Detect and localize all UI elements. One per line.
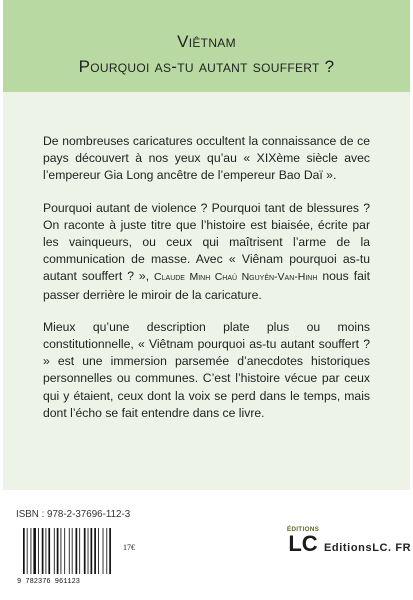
- paragraph-2-end: nous fait passer derrière le miroir de la caricature.: [43, 269, 370, 302]
- barcode-image: [15, 525, 116, 585]
- publisher-website: EditionsLC. FR: [324, 542, 412, 554]
- price-label: 17€: [123, 543, 135, 552]
- book-title: Viêtnam: [177, 32, 236, 51]
- paragraph-3: Mieux qu’une description plate plus ou moins constitutionnelle, « Viêtnam pourquoi as-tu autant souffert ? » est une immersion parsemée d’anecdotes historiques personnelles ou communes. C’est l’histoire vécue par ceux qui y étaient, ceux dont la voix se perd dans le temps, mais dont l’écho se fait entendre dans ce livre.: [43, 319, 370, 420]
- header-band: [3, 0, 410, 92]
- book-subtitle: Pourquoi as-tu autant souffert ?: [78, 57, 335, 76]
- paragraph-2-start: Pourquoi autant de violence ? Pourquoi tant de blessures ? On raconte à juste titre que l’histoire est biaisée, écrite par les vainqueurs, ou ceux qui maîtrisent l’arme de la communication de masse. Avec « Viênam pourquoi as-tu autant souffert ? »,: [43, 200, 370, 284]
- paragraph-1: De nombreuses caricatures occultent la connaissance de ce pays découvert à nos yeux qu’au « XIXème siècle avec l’empereur Gia Long ancêtre de l’empereur Bao Daï ».: [43, 134, 370, 183]
- author-name: Claude Minh Chaû Nguyên-Van-Hinh: [154, 271, 318, 284]
- paragraph-2: [43, 200, 370, 304]
- isbn-text: ISBN : 978-2-37696-112-3: [16, 509, 131, 520]
- publisher-logo-word: ÉDITIONS: [286, 526, 320, 533]
- back-cover-text: [43, 133, 370, 437]
- publisher-logo: LC: [288, 531, 318, 556]
- barcode-digits: 9 782376 961123: [17, 578, 81, 585]
